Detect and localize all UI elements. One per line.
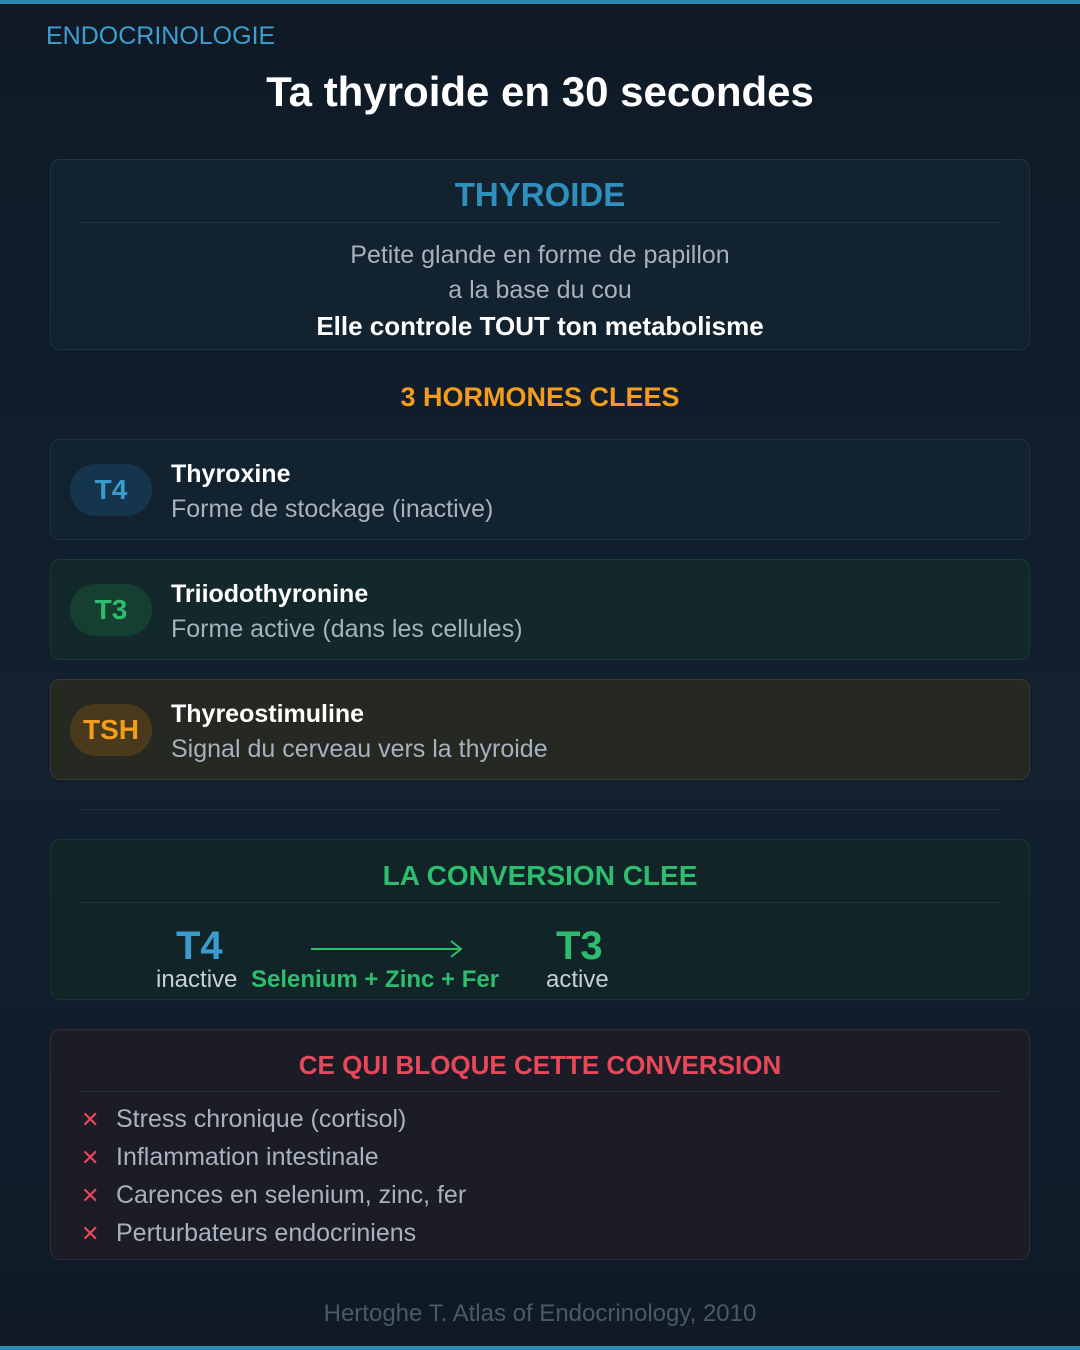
- conversion-heading: LA CONVERSION CLEE: [382, 860, 698, 891]
- x-icon: ✕: [81, 1145, 100, 1170]
- category-label: ENDOCRINOLOGIE: [46, 22, 276, 50]
- hormone-badge: T4: [70, 464, 152, 516]
- conversion-from: T4: [176, 924, 223, 968]
- hormones-section-title: 3 HORMONES CLEES: [400, 382, 680, 412]
- blocker-text: Inflammation intestinale: [116, 1143, 379, 1171]
- hormone-description: Signal du cerveau vers la thyroide: [171, 735, 548, 763]
- hormone-name: Thyroxine: [171, 460, 291, 488]
- divider: [79, 1091, 1001, 1092]
- thyroid-emphasis: Elle controle TOUT ton metabolisme: [316, 311, 764, 341]
- hormone-badge: TSH: [70, 704, 152, 756]
- section-separator: [80, 809, 1000, 810]
- blockers-card: [50, 1029, 1030, 1260]
- blocker-text: Perturbateurs endocriniens: [116, 1219, 417, 1247]
- thyroid-line-2: a la base du cou: [448, 276, 632, 304]
- divider: [79, 222, 1001, 223]
- thyroid-heading: THYROIDE: [454, 176, 626, 213]
- hormone-card-tsh: [50, 679, 1030, 780]
- x-icon: ✕: [81, 1183, 100, 1208]
- list-item: [81, 1214, 1029, 1252]
- thyroid-line-1: Petite glande en forme de papillon: [350, 241, 730, 269]
- hormone-badge: T3: [70, 584, 152, 636]
- conversion-from-state: inactive: [156, 966, 238, 993]
- thyroid-card: [50, 159, 1030, 350]
- hormone-card-t4: [50, 439, 1030, 540]
- divider: [79, 902, 1001, 903]
- x-icon: ✕: [81, 1107, 100, 1132]
- hormone-name: Triiodothyronine: [171, 580, 369, 608]
- blocker-text: Carences en selenium, zinc, fer: [116, 1181, 467, 1209]
- list-item: [81, 1100, 1029, 1138]
- conversion-card: [50, 839, 1030, 1000]
- hormone-card-t3: [50, 559, 1030, 660]
- thyroid-description: [51, 238, 1029, 344]
- arrow-right-icon: [309, 939, 469, 959]
- conversion-to: T3: [556, 924, 603, 968]
- list-item: [81, 1138, 1029, 1176]
- hormone-name: Thyreostimuline: [171, 700, 365, 728]
- blockers-heading: CE QUI BLOQUE CETTE CONVERSION: [298, 1050, 782, 1080]
- source-citation: Hertoghe T. Atlas of Endocrinology, 2010: [323, 1300, 757, 1327]
- x-icon: ✕: [81, 1221, 100, 1246]
- conversion-to-state: active: [546, 966, 609, 993]
- list-item: [81, 1176, 1029, 1214]
- hormone-description: Forme de stockage (inactive): [171, 495, 494, 523]
- hormone-description: Forme active (dans les cellules): [171, 615, 523, 643]
- conversion-cofactors: Selenium + Zinc + Fer: [251, 966, 500, 993]
- blocker-text: Stress chronique (cortisol): [116, 1105, 407, 1133]
- page-title: Ta thyroide en 30 secondes: [266, 68, 814, 115]
- blockers-list: [51, 1100, 1029, 1252]
